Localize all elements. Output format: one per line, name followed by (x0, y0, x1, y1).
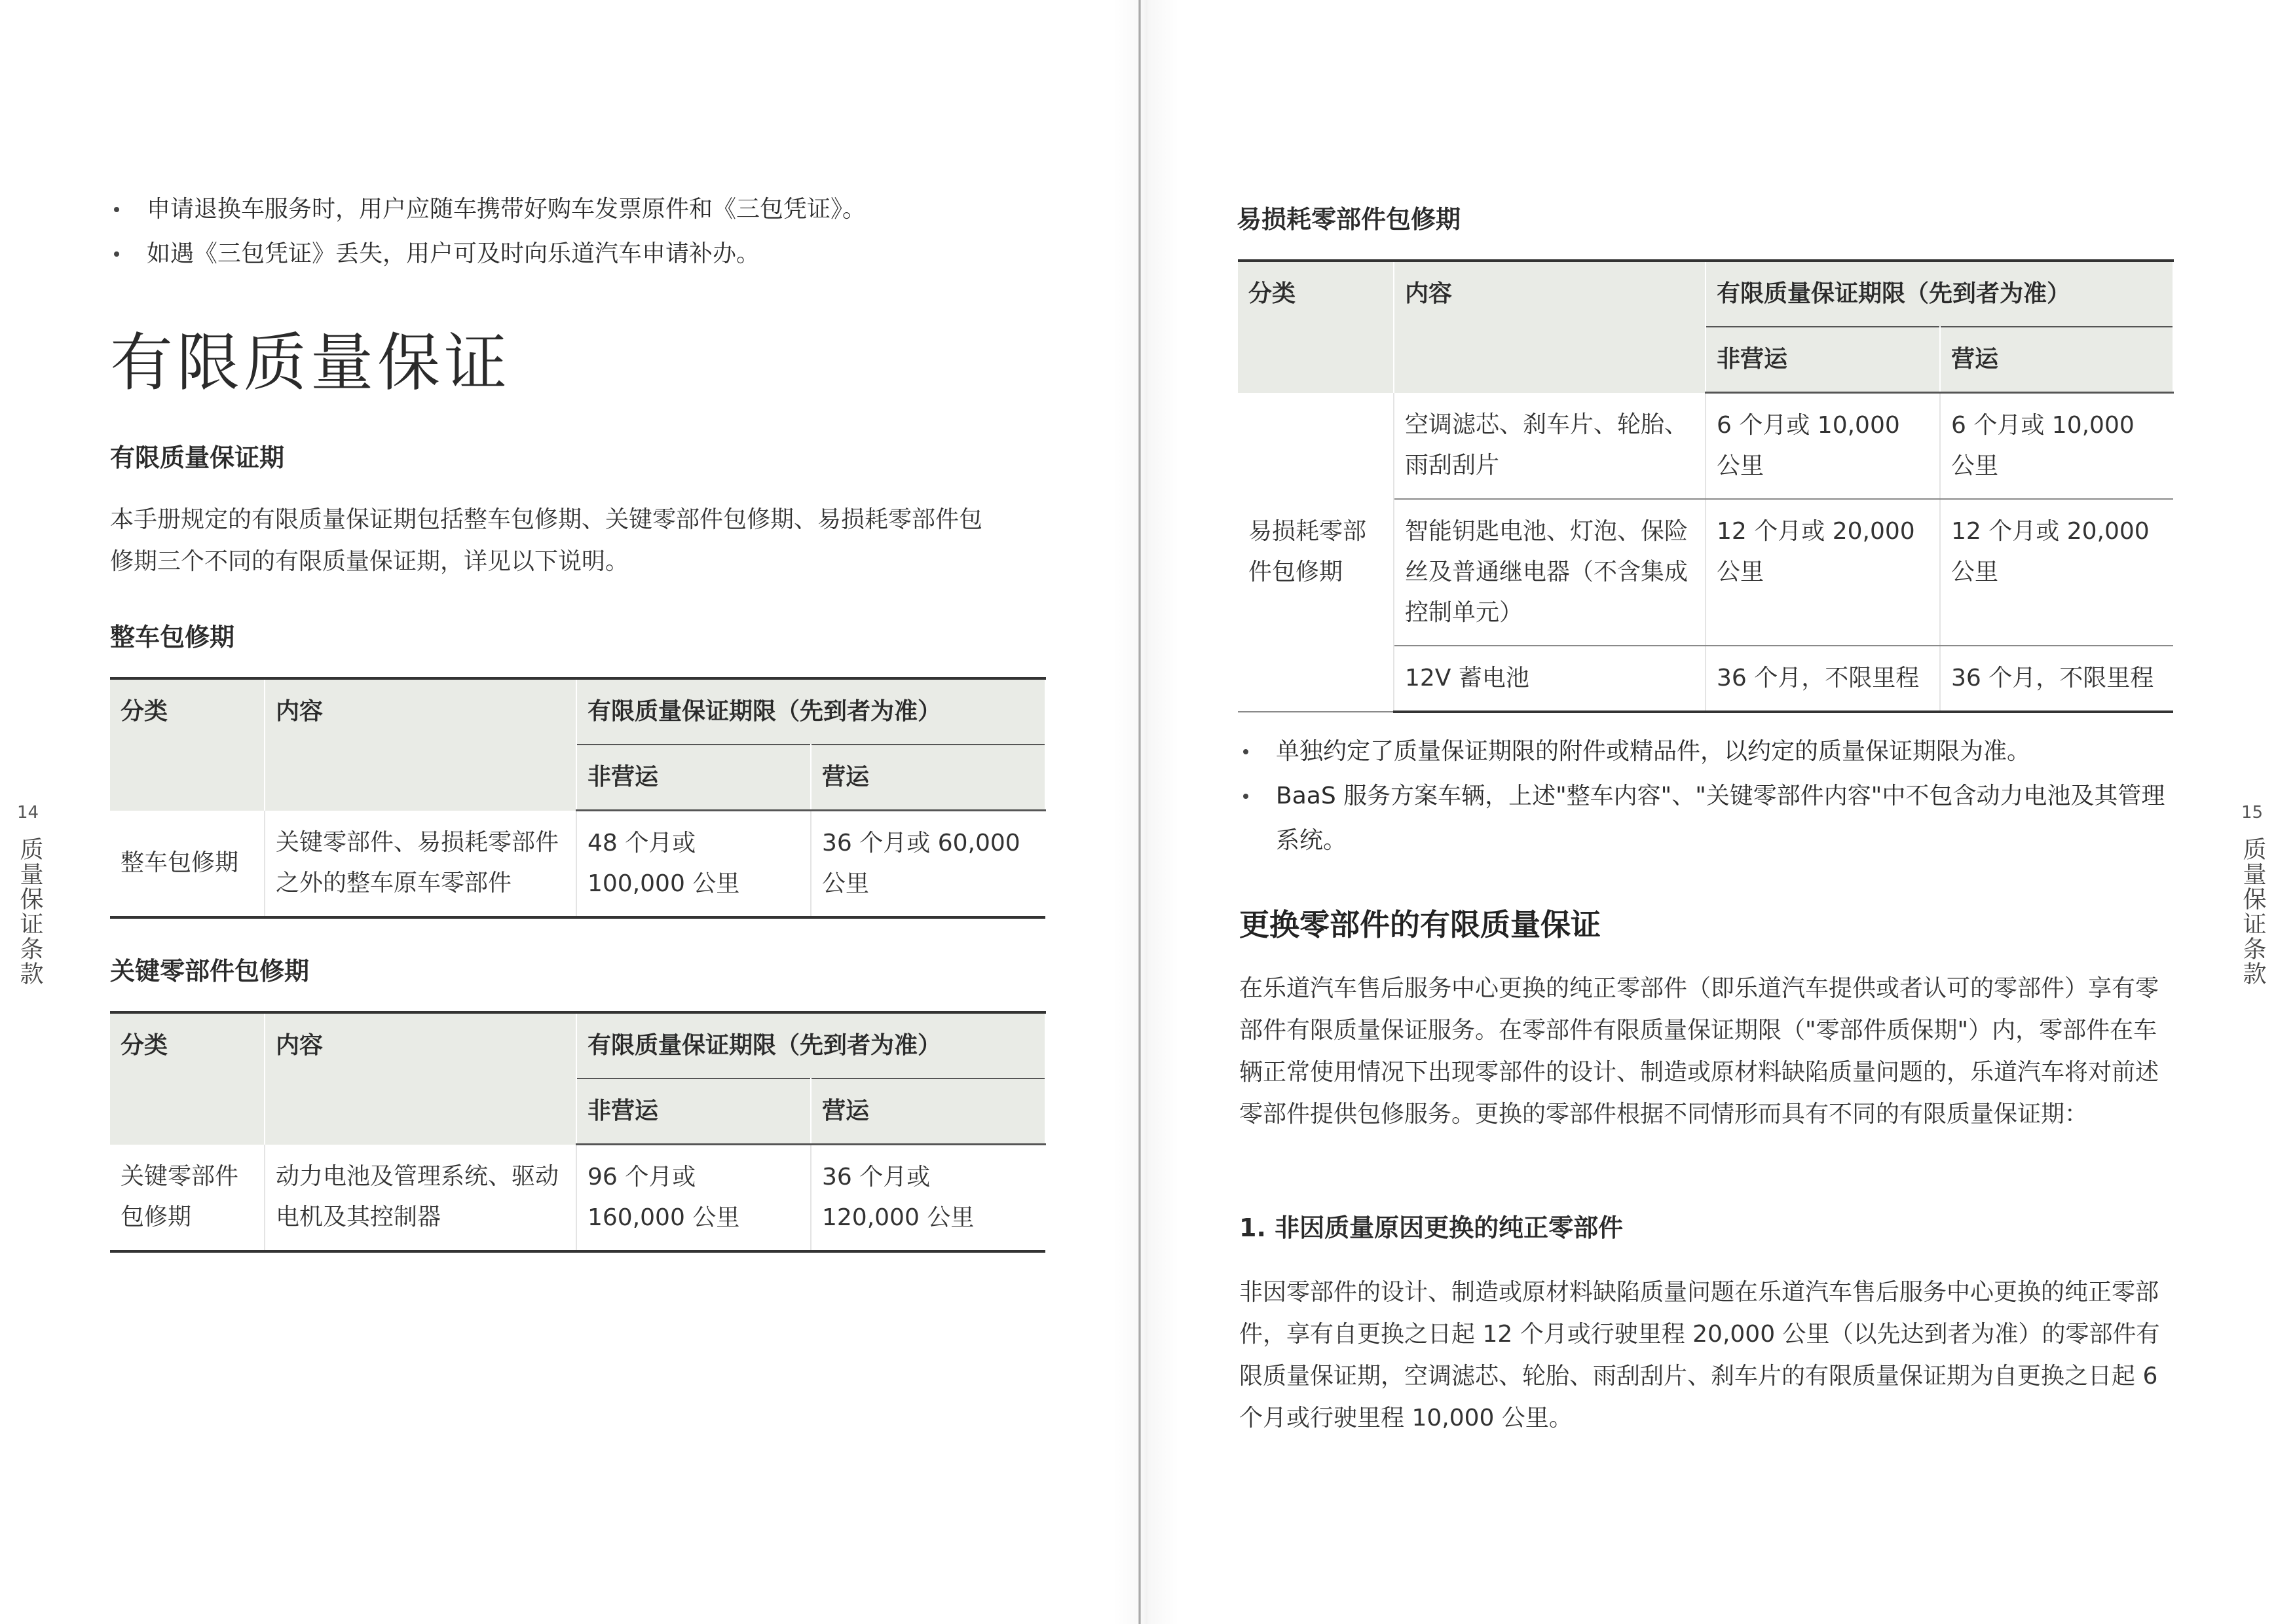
subtitle: 有限质量保证期 (110, 443, 285, 472)
header-commercial: 营运 (811, 745, 1045, 811)
header-period: 有限质量保证期限（先到者为准） (576, 1012, 1045, 1079)
cell-non-commercial: 36 个月，不限里程 (1706, 646, 1940, 712)
cell-commercial: 6 个月或 10,000 公里 (1940, 393, 2173, 500)
header-content: 内容 (265, 678, 576, 811)
table-row (1238, 393, 2173, 500)
left-page (0, 0, 1140, 1624)
table-heading: 整车包修期 (110, 623, 235, 652)
section-paragraph: 在乐道汽车售后服务中心更换的纯正零部件（即乐道汽车提供或者认可的零部件）享有零部件有限质量保证服务。在零部件有限质量保证期限（"零部件质保期"）内，零部件在车辆正常使用情况下出现零部件的设计、制造或原材料缺陷质量问题的，乐道汽车将对前述零部件提供包修服务。更换的零部件根据不同情形而具有不同的有限质量保证期： (1239, 975, 2159, 1128)
right-bullet-list (1239, 729, 2173, 863)
page-number: 15 (2241, 803, 2264, 822)
vehicle-warranty-table (110, 677, 1046, 919)
bullet-item: 单独约定了质量保证期限的附件或精品件，以约定的质量保证期限为准。 (1239, 729, 2173, 774)
right-page (1141, 0, 2295, 1624)
cell-non-commercial: 96 个月或 160,000 公里 (576, 1145, 811, 1252)
cell-content: 智能钥匙电池、灯泡、保险丝及普通继电器（不含集成控制单元） (1394, 499, 1706, 646)
table-heading: 关键零部件包修期 (110, 957, 310, 986)
header-commercial: 营运 (811, 1079, 1045, 1145)
side-label: 质量保证条款 (16, 837, 43, 986)
cell-content: 关键零部件、易损耗零部件之外的整车原车零部件 (265, 811, 576, 918)
header-content: 内容 (265, 1012, 576, 1145)
header-category: 分类 (110, 678, 265, 811)
bullet-item: 如遇《三包凭证》丢失，用户可及时向乐道汽车申请补办。 (110, 232, 1053, 276)
header-category: 分类 (110, 1012, 265, 1145)
cell-commercial: 12 个月或 20,000 公里 (1940, 499, 2173, 646)
cell-commercial: 36 个月，不限里程 (1940, 646, 2173, 712)
cell-commercial: 36 个月或 60,000 公里 (811, 811, 1045, 918)
section-title: 更换零部件的有限质量保证 (1239, 907, 1601, 942)
cell-non-commercial: 48 个月或 100,000 公里 (576, 811, 811, 918)
intro-line: 修期三个不同的有限质量保证期，详见以下说明。 (110, 548, 629, 575)
header-category: 分类 (1238, 261, 1394, 393)
subsection-paragraph: 非因零部件的设计、制造或原材料缺陷质量问题在乐道汽车售后服务中心更换的纯正零部件，享有自更换之日起 12 个月或行驶里程 20,000 公里（以先达到者为准）的零部件有限质量保证期，空调滤芯、轮胎、雨刮刮片、刹车片的有限质量保证期为自更换之日起 6 个月或行驶里程 10,000 公里。 (1239, 1279, 2160, 1431)
cell-non-commercial: 6 个月或 10,000 公里 (1706, 393, 1940, 500)
cell-category: 关键零部件包修期 (110, 1145, 265, 1252)
side-label: 质量保证条款 (2239, 837, 2266, 986)
cell-content: 空调滤芯、刹车片、轮胎、雨刮刮片 (1394, 393, 1706, 500)
key-parts-warranty-table (110, 1011, 1046, 1253)
cell-category: 整车包修期 (110, 811, 265, 918)
header-period: 有限质量保证期限（先到者为准） (1706, 261, 2173, 327)
table-row (110, 1145, 1045, 1252)
bullet-item: BaaS 服务方案车辆，上述"整车内容"、"关键零部件内容"中不包含动力电池及其管理系统。 (1239, 774, 2173, 863)
intro-paragraph (110, 499, 1053, 583)
intro-line: 本手册规定的有限质量保证期包括整车包修期、关键零部件包修期、易损耗零部件包 (110, 506, 983, 533)
header-non-commercial: 非营运 (1706, 327, 1940, 393)
header-commercial: 营运 (1940, 327, 2173, 393)
header-content: 内容 (1394, 261, 1706, 393)
left-bullet-list (110, 187, 1053, 276)
table-heading: 易损耗零部件包修期 (1237, 205, 1461, 234)
cell-category: 易损耗零部件包修期 (1238, 393, 1394, 712)
subsection-title: 1. 非因质量原因更换的纯正零部件 (1239, 1213, 1624, 1242)
cell-non-commercial: 12 个月或 20,000 公里 (1706, 499, 1940, 646)
bullet-item: 申请退换车服务时，用户应随车携带好购车发票原件和《三包凭证》。 (110, 187, 1053, 232)
header-non-commercial: 非营运 (576, 745, 811, 811)
cell-commercial: 36 个月或 120,000 公里 (811, 1145, 1045, 1252)
cell-content: 12V 蓄电池 (1394, 646, 1706, 712)
header-non-commercial: 非营运 (576, 1079, 811, 1145)
header-period: 有限质量保证期限（先到者为准） (576, 678, 1045, 745)
cell-content: 动力电池及管理系统、驱动电机及其控制器 (265, 1145, 576, 1252)
wear-parts-warranty-table (1238, 259, 2174, 713)
table-row (110, 811, 1045, 918)
page-number: 14 (17, 803, 39, 822)
page-title: 有限质量保证 (110, 326, 511, 399)
